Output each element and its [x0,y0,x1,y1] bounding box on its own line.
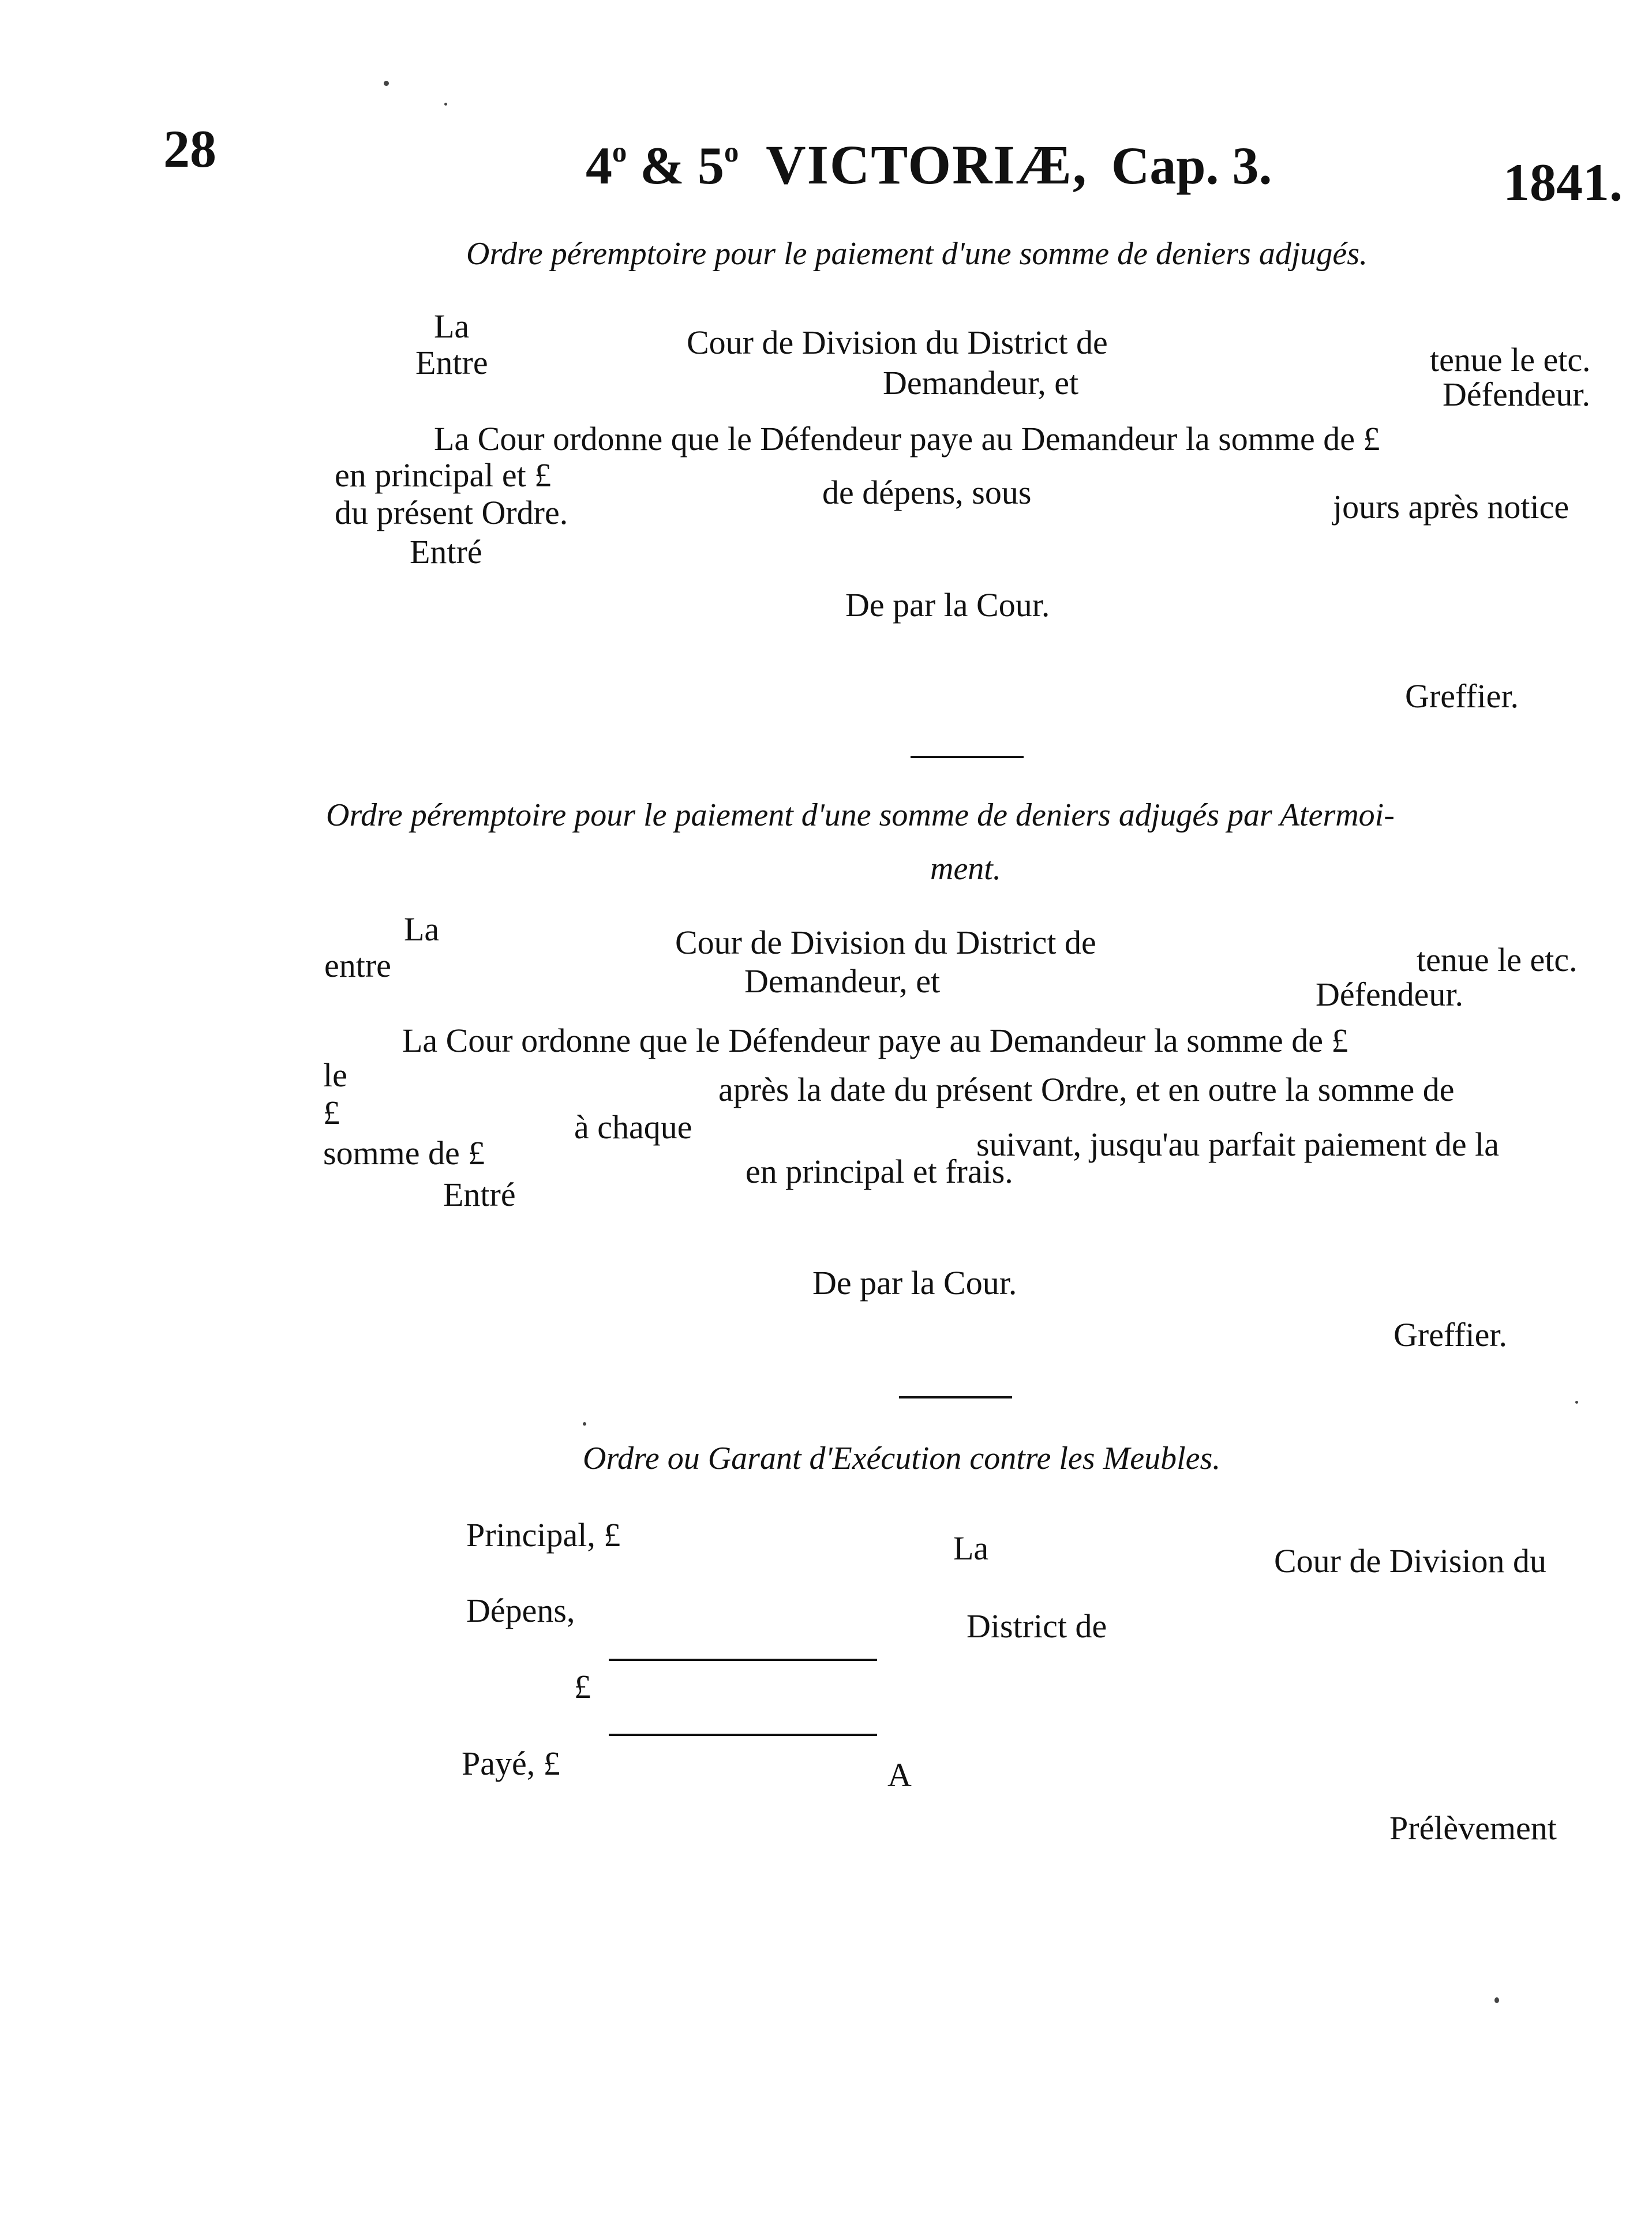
form2-le: le [323,1056,347,1094]
form2-la: La [404,910,440,948]
form2-apres-date: après la date du présent Ordre, et en outre la somme de [718,1071,1455,1108]
form2-a-chaque: à chaque [574,1108,692,1146]
form2-tenue: tenue le etc. [1417,941,1578,978]
form2-entered: Entré [443,1176,516,1213]
form1-greffier: Greffier. [1405,677,1519,715]
form1-de-depens: de dépens, sous [822,474,1032,511]
regnal-year-a-sup: o [612,136,627,168]
ink-speck [444,103,447,106]
form3-principal: Principal, £ [466,1516,621,1554]
form3-pound-total: £ [574,1668,591,1705]
form3-a: A [887,1756,912,1794]
form3-district-de: District de [967,1607,1107,1645]
form1-cour-de-division: Cour de Division du District de [687,324,1108,361]
form2-cour-de-division: Cour de Division du District de [675,924,1096,961]
form2-heading-line1: Ordre péremptoire pour le paiement d'une somme de deniers adjugés par Atermoi- [326,797,1395,833]
form2-somme-de: somme de £ [323,1134,485,1172]
separator-rule [911,756,1024,758]
form2-pound: £ [323,1094,340,1131]
form2-ordonne: La Cour ordonne que le Défendeur paye au Demandeur la somme de £ [402,1022,1348,1059]
form1-tenue: tenue le etc. [1430,341,1591,378]
regnal-year-b-sup: o [724,136,739,168]
ampersand: & [640,136,684,195]
ink-speck [583,1422,586,1426]
regnal-year-a: 4 [586,136,612,195]
form2-en-principal-frais: en principal et frais. [746,1153,1013,1190]
page-header-title [586,134,1272,196]
chapter-label: Cap. 3. [1111,136,1272,195]
sum-rule [609,1734,877,1736]
form1-jours-apres: jours après notice [1333,488,1569,526]
form1-ordonne: La Cour ordonne que le Défendeur paye au Demandeur la somme de £ [434,420,1380,458]
form3-prelevement: Prélèvement [1389,1809,1557,1847]
ink-speck [384,81,389,86]
page-number: 28 [163,119,216,178]
form2-suivant: suivant, jusqu'au parfait paiement de la [976,1126,1499,1163]
form2-greffier: Greffier. [1393,1316,1507,1353]
form3-la: La [953,1529,989,1567]
form3-depens: Dépens, [466,1592,575,1629]
form3-paye: Payé, £ [462,1745,560,1782]
form1-entered: Entré [410,533,482,571]
page-year: 1841. [1503,153,1623,212]
ink-speck [1494,1997,1499,2003]
form1-du-present: du présent Ordre. [335,494,568,531]
separator-rule [899,1396,1012,1398]
form1-la: La [434,308,470,345]
form3-heading: Ordre ou Garant d'Exécution contre les Meubles. [583,1441,1221,1476]
form1-heading: Ordre péremptoire pour le paiement d'une somme de deniers adjugés. [466,236,1368,272]
sum-rule [609,1659,877,1661]
form2-defendeur: Défendeur. [1316,976,1464,1013]
victoriae-title: VICTORIÆ, [766,134,1088,196]
regnal-year-b: 5 [697,136,724,195]
form1-de-par-la-cour: De par la Cour. [845,586,1050,624]
form1-demandeur: Demandeur, et [883,364,1079,402]
form3-cour-de-division-du: Cour de Division du [1274,1542,1547,1580]
form1-entre: Entre [415,344,488,381]
form2-heading-line2: ment. [930,851,1001,887]
form1-defendeur: Défendeur. [1443,376,1591,413]
ink-speck [1575,1401,1578,1404]
form1-en-principal: en principal et £ [335,456,552,494]
form2-entre: entre [324,947,391,984]
form2-de-par-la-cour: De par la Cour. [812,1264,1017,1302]
form2-demandeur: Demandeur, et [744,962,941,1000]
